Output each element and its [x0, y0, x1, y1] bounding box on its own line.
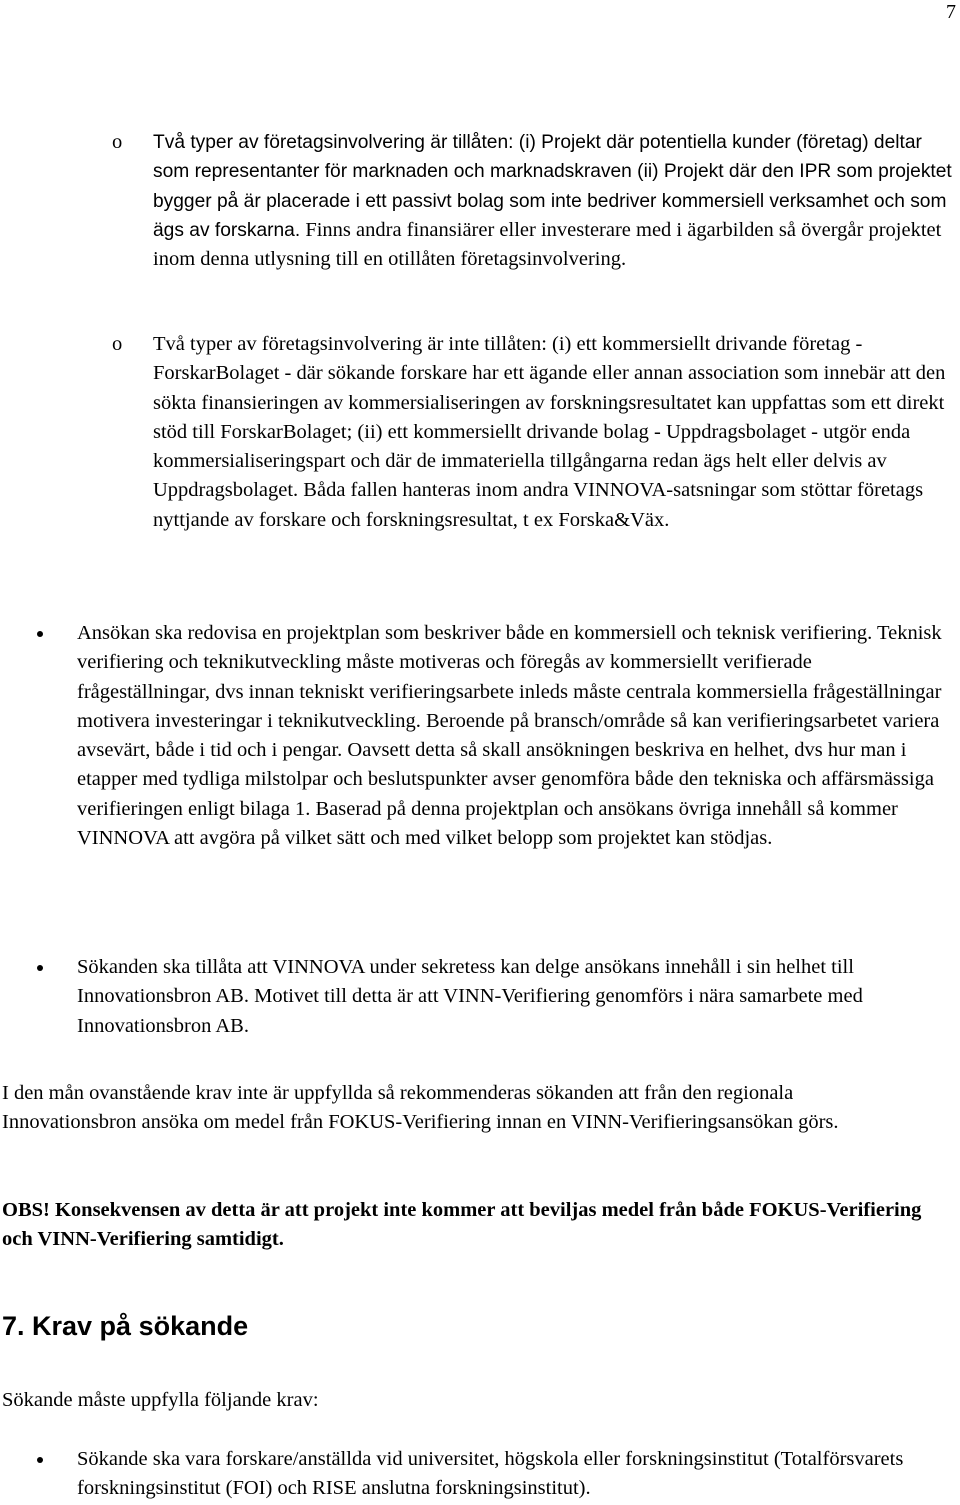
- page-number: 7: [946, 1, 956, 23]
- sub-list-text: Två typer av företagsinvolvering är inte tillåten: (i) ett kommersiellt drivande företag - ForskarBolaget - där sökande forskare har ett ägande eller annan association som innebär att den sökta finansieringen av kommersialiseringen av forskningsresultatet kan uppfattas som ett direkt stöd till ForskarBolaget; (ii) ett kommersiellt drivande bolag - Uppdragsbolaget - utgör enda kommersialiseringspart och där de immateriella tillgångarna redan ägs helt eller delvis av Uppdragsbolaget. Båda fallen hanteras inom andra VINNOVA-satsningar som stöttar företags nyttjande av forskare och forskningsresultat, t ex Forska&Väx.: [153, 333, 946, 531]
- bullet-icon: [37, 631, 43, 637]
- list-item-text: Sökande ska vara forskare/anställda vid universitet, högskola eller forskningsinstitut (Totalförsvarets forskningsinstitut (FOI) och RISE anslutna forskningsinstitut).: [77, 1448, 904, 1500]
- body-paragraph: I den mån ovanstående krav inte är uppfyllda så rekommenderas sökanden att från den regionala Innovationsbron ansöka om medel från FOKUS-Verifiering innan en VINN-Verifieringsansökan görs.: [2, 1082, 839, 1134]
- sub-list-text-sans: Två typer av företagsinvolvering är tillåten: (i) Projekt där potentiella kunder (företag) deltar som representanter för marknaden och marknadskraven (ii) Projekt där den IPR som projektet bygger på är placerade i ett passivt bolag som inte bedriver kommersiell verksamhet och som ägs av forskarna.: [153, 132, 952, 241]
- list-item-text: Sökanden ska tillåta att VINNOVA under sekretess kan delge ansökans innehåll i sin helhet till Innovationsbron AB. Motivet till detta är att VINN-Verifiering genomförs i nära samarbete med Innovationsbron AB.: [77, 956, 863, 1037]
- list-item-text: Ansökan ska redovisa en projektplan som beskriver både en kommersiell och teknisk verifiering. Teknisk verifiering och teknikutveckling måste motiveras och föregås av kommersiellt verifierade frågeställningar, dvs innan tekniskt verifieringsarbete inleds måste centrala kommersiella frågeställningar motivera investeringar i teknikutveckling. Beroende på bransch/område så kan verifieringsarbetet variera avsevärt, både i tid och i pengar. Oavsett detta så skall ansökningen beskriva en helhet, dvs hur man i etapper med tydliga milstolpar och beslutspunkter avser genomföra både den tekniska och affärsmässiga verifieringen enligt bilaga 1. Baserad på denna projektplan och ansökans övriga innehåll så kommer VINNOVA att avgöra på vilket sätt och med vilket belopp som projektet kan stödjas.: [77, 622, 942, 850]
- obs-note: OBS! Konsekvensen av detta är att projekt inte kommer att beviljas medel från både FOKUS-Verifiering och VINN-Verifiering samtidigt.: [2, 1199, 922, 1251]
- section-intro: Sökande måste uppfylla följande krav:: [2, 1389, 319, 1411]
- sub-list-text: [153, 128, 953, 274]
- bullet-icon: [37, 965, 43, 971]
- section-heading: 7. Krav på sökande: [2, 1311, 249, 1341]
- sub-list-marker: o: [112, 131, 123, 153]
- bullet-icon: [37, 1457, 43, 1463]
- sub-list-marker: o: [112, 333, 123, 355]
- sub-list-text-serif: Finns andra finansiärer eller investerare med i ägarbilden så övergår projektet inom denna utlysning till en otillåten företagsinvolvering.: [153, 218, 942, 271]
